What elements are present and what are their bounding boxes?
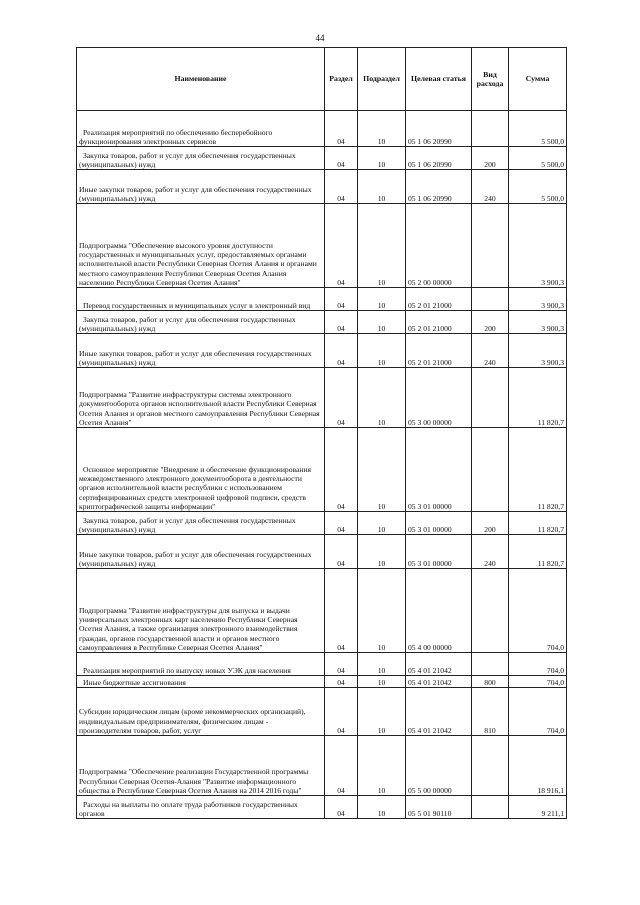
header-subsection: Подраздел — [358, 48, 406, 111]
row-section: 04 — [325, 334, 358, 368]
table-row — [77, 569, 567, 653]
table-row — [77, 535, 567, 569]
row-amount: 704,0 — [509, 653, 567, 676]
row-expense-type: 240 — [472, 170, 509, 204]
row-name: Реализация мероприятий по обеспечению бесперебойного функционирования электронных сервисов — [77, 111, 325, 147]
table-row — [77, 147, 567, 170]
row-amount: 3 900,3 — [509, 334, 567, 368]
row-amount: 11 820,7 — [509, 512, 567, 535]
table-row — [77, 334, 567, 368]
row-amount: 11 820,7 — [509, 535, 567, 569]
row-amount: 3 900,3 — [509, 311, 567, 334]
row-section: 04 — [325, 569, 358, 653]
row-target: 05 1 06 20990 — [406, 170, 472, 204]
row-subsection: 10 — [358, 535, 406, 569]
row-subsection: 10 — [358, 653, 406, 676]
row-section: 04 — [325, 512, 358, 535]
row-subsection: 10 — [358, 796, 406, 819]
row-target: 05 1 06 20990 — [406, 147, 472, 170]
row-section: 04 — [325, 170, 358, 204]
row-expense-type — [472, 796, 509, 819]
row-section: 04 — [325, 796, 358, 819]
row-section: 04 — [325, 288, 358, 311]
row-name: Иные закупки товаров, работ и услуг для обеспечения государственных (муниципальных) нужд — [77, 334, 325, 368]
row-section: 04 — [325, 676, 358, 688]
row-target: 05 3 00 00000 — [406, 368, 472, 428]
table-row — [77, 736, 567, 796]
table-row — [77, 428, 567, 512]
row-amount: 704,0 — [509, 688, 567, 736]
row-name: Расходы на выплаты по оплате труда работников государственных органов — [77, 796, 325, 819]
row-target: 05 2 01 21000 — [406, 334, 472, 368]
row-expense-type: 200 — [472, 311, 509, 334]
row-expense-type: 240 — [472, 535, 509, 569]
row-expense-type — [472, 569, 509, 653]
row-amount: 9 211,1 — [509, 796, 567, 819]
row-section: 04 — [325, 688, 358, 736]
row-target: 05 3 01 00000 — [406, 535, 472, 569]
row-amount: 18 916,1 — [509, 736, 567, 796]
row-section: 04 — [325, 535, 358, 569]
table-row — [77, 204, 567, 288]
table-row — [77, 653, 567, 676]
row-section: 04 — [325, 311, 358, 334]
row-target: 05 4 01 21042 — [406, 688, 472, 736]
row-name: Подпрограмма "Развитие инфраструктуры системы электронного документооборота органов исполнительной власти Республики Северная Осетия Алания и органов местного самоуправления Республики Северная Осетия Алания" — [77, 368, 325, 428]
row-subsection: 10 — [358, 170, 406, 204]
row-name: Закупка товаров, работ и услуг для обеспечения государственных (муниципальных) нужд — [77, 512, 325, 535]
row-name: Субсидии юридическим лицам (кроме некоммерческих организаций), индивидуальным предпринимателям, физическим лицам - производителям товаров, работ, услуг — [77, 688, 325, 736]
row-expense-type — [472, 653, 509, 676]
row-section: 04 — [325, 653, 358, 676]
table-row — [77, 676, 567, 688]
row-amount: 3 900,3 — [509, 204, 567, 288]
budget-table — [76, 47, 567, 819]
row-subsection: 10 — [358, 736, 406, 796]
row-section: 04 — [325, 204, 358, 288]
row-subsection: 10 — [358, 676, 406, 688]
row-name: Иные бюджетные ассигнования — [77, 676, 325, 688]
row-subsection: 10 — [358, 512, 406, 535]
row-target: 05 4 01 21042 — [406, 653, 472, 676]
row-expense-type — [472, 736, 509, 796]
row-expense-type: 810 — [472, 688, 509, 736]
row-expense-type — [472, 368, 509, 428]
row-target: 05 5 01 90110 — [406, 796, 472, 819]
row-subsection: 10 — [358, 688, 406, 736]
row-target: 05 4 01 21042 — [406, 676, 472, 688]
row-subsection: 10 — [358, 334, 406, 368]
row-subsection: 10 — [358, 288, 406, 311]
row-target: 05 3 01 00000 — [406, 512, 472, 535]
row-name: Перевод государственных и муниципальных услуг в электронный вид — [77, 288, 325, 311]
row-section: 04 — [325, 111, 358, 147]
row-name: Закупка товаров, работ и услуг для обеспечения государственных (муниципальных) нужд — [77, 311, 325, 334]
row-amount: 5 500,0 — [509, 111, 567, 147]
table-row — [77, 111, 567, 147]
row-name: Подпрограмма "Развитие инфраструктуры для выпуска и выдачи универсальных электронных карт населению Республики Северная Осетия Алания, а также организация электронного взаимодействия граждан, органов государственной власти и органов местного самоуправления в Республике Северная Осетия Алания" — [77, 569, 325, 653]
table-row — [77, 688, 567, 736]
row-expense-type — [472, 288, 509, 311]
table-row — [77, 311, 567, 334]
row-subsection: 10 — [358, 311, 406, 334]
row-subsection: 10 — [358, 111, 406, 147]
row-section: 04 — [325, 147, 358, 170]
row-subsection: 10 — [358, 204, 406, 288]
table-row — [77, 368, 567, 428]
table-row — [77, 796, 567, 819]
row-expense-type: 240 — [472, 334, 509, 368]
row-amount: 11 820,7 — [509, 368, 567, 428]
row-target: 05 5 00 00000 — [406, 736, 472, 796]
table-row — [77, 170, 567, 204]
page-number: 44 — [315, 33, 325, 43]
row-section: 04 — [325, 428, 358, 512]
row-name: Закупка товаров, работ и услуг для обеспечения государственных (муниципальных) нужд — [77, 147, 325, 170]
row-section: 04 — [325, 736, 358, 796]
row-subsection: 10 — [358, 147, 406, 170]
table-header-row — [77, 48, 567, 111]
header-target: Целевая статья — [406, 48, 472, 111]
row-amount: 11 820,7 — [509, 428, 567, 512]
row-expense-type — [472, 428, 509, 512]
row-name: Иные закупки товаров, работ и услуг для обеспечения государственных (муниципальных) нужд — [77, 170, 325, 204]
row-expense-type: 200 — [472, 512, 509, 535]
row-name: Иные закупки товаров, работ и услуг для обеспечения государственных (муниципальных) нужд — [77, 535, 325, 569]
row-amount: 704,0 — [509, 676, 567, 688]
table-row — [77, 512, 567, 535]
row-section: 04 — [325, 368, 358, 428]
row-expense-type: 200 — [472, 147, 509, 170]
header-amount: Сумма — [509, 48, 567, 111]
row-amount: 5 500,0 — [509, 170, 567, 204]
row-name: Реализация мероприятий по выпуску новых УЭК для населения — [77, 653, 325, 676]
row-target: 05 2 01 21000 — [406, 311, 472, 334]
row-amount: 704,0 — [509, 569, 567, 653]
row-expense-type: 800 — [472, 676, 509, 688]
row-expense-type — [472, 204, 509, 288]
row-target: 05 1 06 20990 — [406, 111, 472, 147]
table-row — [77, 288, 567, 311]
row-target: 05 2 00 00000 — [406, 204, 472, 288]
header-expense-type: Вид расхода — [472, 48, 509, 111]
row-subsection: 10 — [358, 368, 406, 428]
row-expense-type — [472, 111, 509, 147]
row-target: 05 2 01 21000 — [406, 288, 472, 311]
header-section: Раздел — [325, 48, 358, 111]
row-target: 05 4 00 00000 — [406, 569, 472, 653]
row-subsection: 10 — [358, 569, 406, 653]
row-name: Подпрограмма "Обеспечение высокого уровня доступности государственных и муниципальных услуг, предоставляемых органами исполнительной власти Республики Северная Осетия Алания и органами местного самоуправления Республики Северная Осетия Алания населению Республики Северная Осетия Алания" — [77, 204, 325, 288]
row-name: Основное мероприятие "Внедрение и обеспечение функционирования межведомственного электронного документооборота в деятельности органов исполнительной власти республики с использованием сертифицированных средств электронной цифровой подписи, средств криптографической защиты информации" — [77, 428, 325, 512]
header-name: Наименование — [77, 48, 325, 111]
row-name: Подпрограмма "Обеспечение реализации Государственной программы Республики Северная Осетия-Алания "Развитие информационного общества в Республике Северная Осетия Алания на 2014 2016 годы" — [77, 736, 325, 796]
row-amount: 3 900,3 — [509, 288, 567, 311]
row-amount: 5 500,0 — [509, 147, 567, 170]
row-target: 05 3 01 00000 — [406, 428, 472, 512]
row-subsection: 10 — [358, 428, 406, 512]
